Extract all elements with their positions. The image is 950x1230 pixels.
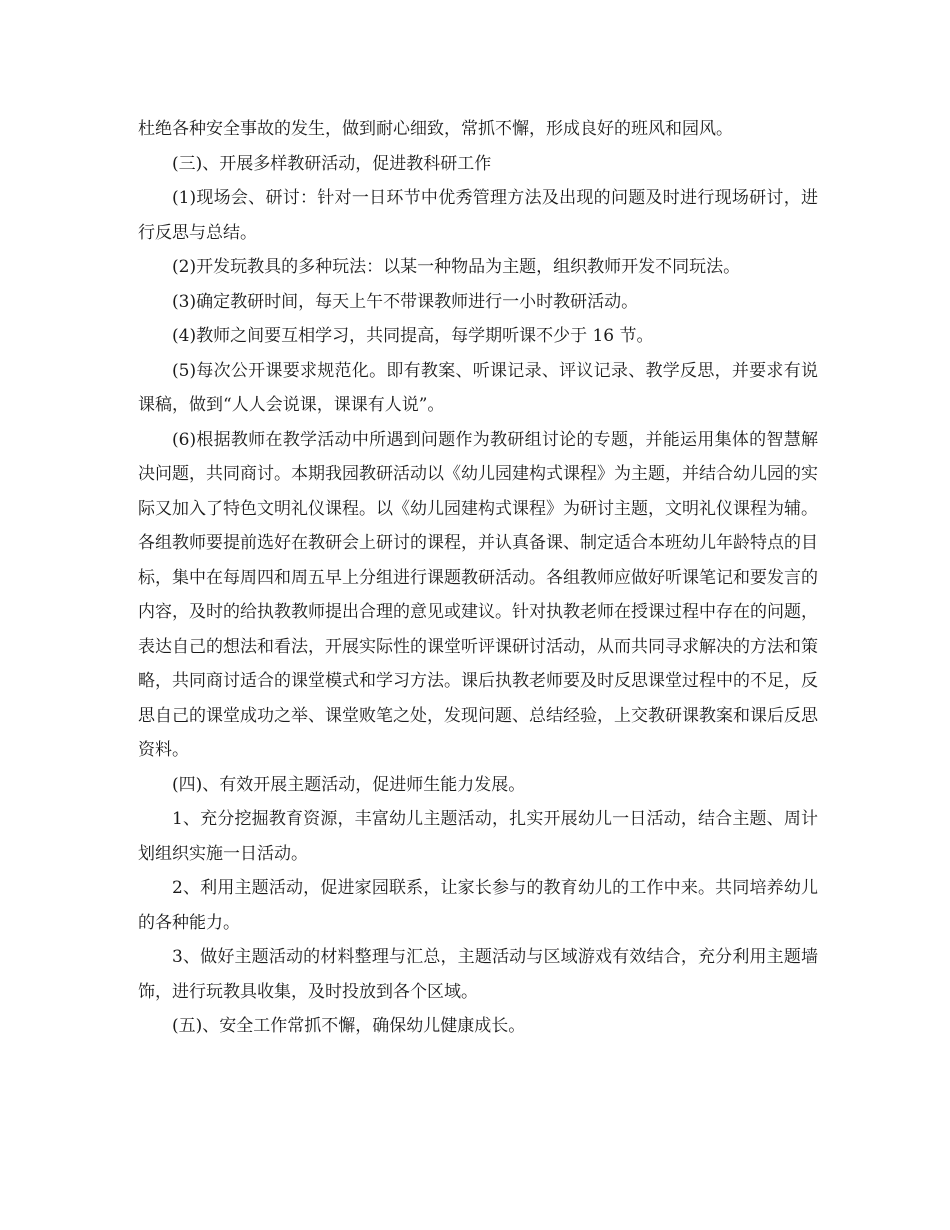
list-item-2: (2)开发玩教具的多种玩法：以某一种物品为主题，组织教师开发不同玩法。 [172,257,741,277]
numbered-item-2: 2、利用主题活动，促进家园联系，让家长参与的教育幼儿的工作中来。共同培养幼儿的各种能力。 [138,878,818,933]
list-item-5: (5)每次公开课要求规范化。即有教案、听课记录、评议记录、教学反思，并要求有说课稿，做到“人人会说课，课课有人说”。 [138,360,818,415]
list-item-3: (3)确定教研时间，每天上午不带课教师进行一小时教研活动。 [172,291,639,312]
section-heading-4: (四)、有效开展主题活动，促进师生能力发展。 [172,774,526,795]
list-item-4: (4)教师之间要互相学习，共同提高，每学期听课不少于 16 节。 [172,326,654,346]
numbered-item-1: 1、充分挖掘教育资源，丰富幼儿主题活动，扎实开展幼儿一日活动，结合主题、周计划组织实施一日活动。 [138,809,818,864]
document-body [138,112,818,1044]
numbered-item-3: 3、做好主题活动的材料整理与汇总，主题活动与区域游戏有效结合，充分利用主题墙饰，进行玩教具收集，及时投放到各个区域。 [138,947,818,1002]
paragraph-continuation: 杜绝各种安全事故的发生，做到耐心细致，常抓不懈，形成良好的班风和园风。 [138,119,733,139]
list-item-1: (1)现场会、研讨：针对一日环节中优秀管理方法及出现的问题及时进行现场研讨，进行反思与总结。 [138,188,818,243]
section-heading-3: (三)、开展多样教研活动，促进教科研工作 [172,153,492,174]
list-item-6: (6)根据教师在教学活动中所遇到问题作为教研组讨论的专题，并能运用集体的智慧解决问题，共同商讨。本期我园教研活动以《幼儿园建构式课程》为主题，并结合幼儿园的实际又加入了特色文明礼仪课程。以《幼儿园建构式课程》为研讨主题，文明礼仪课程为辅。各组教师要提前选好在教研会上研讨的课程，并认真备课、制定适合本班幼儿年龄特点的目标，集中在每周四和周五早上分组进行课题教研活动。各组教师应做好听课笔记和要发言的内容，及时的给执教教师提出合理的意见或建议。针对执教老师在授课过程中存在的问题，表达自己的想法和看法，开展实际性的课堂听评课研讨活动，从而共同寻求解决的方法和策略，共同商讨适合的课堂模式和学习方法。课后执教老师要及时反思课堂过程中的不足，反思自己的课堂成功之举、课堂败笔之处，发现问题、总结经验，上交教研课教案和课后反思资料。 [138,429,818,760]
section-heading-5: (五)、安全工作常抓不懈，确保幼儿健康成长。 [172,1016,526,1036]
